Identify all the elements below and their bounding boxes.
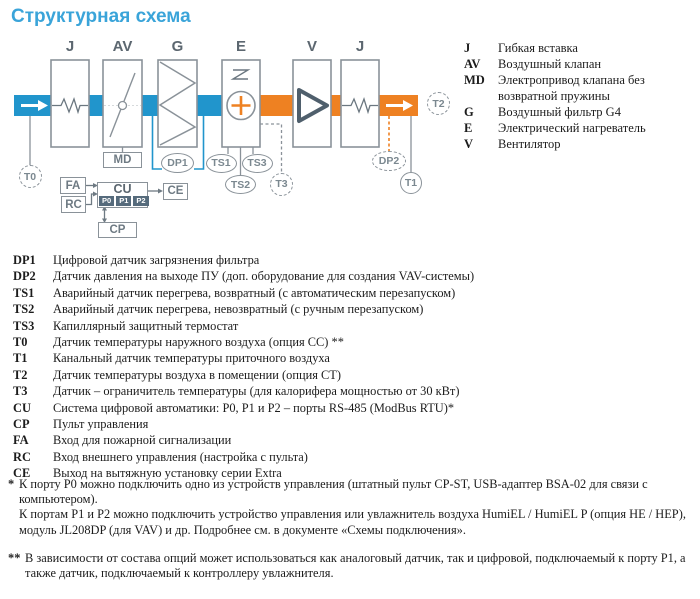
legend-row-j xyxy=(464,40,696,56)
sensor-ts2: TS2 xyxy=(225,175,256,194)
definition-row xyxy=(13,268,695,284)
def-abbr: CP xyxy=(13,417,30,432)
block-label-v: V xyxy=(306,38,317,55)
def-abbr: DP2 xyxy=(13,269,36,284)
def-desc: Выход на вытяжную установку серии Extra xyxy=(53,466,282,481)
def-abbr: CU xyxy=(13,400,31,415)
legend-desc: Гибкая вставка xyxy=(498,41,578,55)
block-flex-insert-1 xyxy=(51,60,89,147)
legend-desc: Воздушный фильтр G4 xyxy=(498,105,621,119)
def-desc: Канальный датчик температуры приточного воздуха xyxy=(53,351,330,366)
box-rc: RC xyxy=(61,196,86,213)
definition-row xyxy=(13,383,695,399)
legend xyxy=(464,40,696,152)
def-abbr: CE xyxy=(13,466,31,481)
legend-row-e xyxy=(464,120,696,136)
def-desc: Вход для пожарной сигнализации xyxy=(53,433,232,448)
def-desc: Аварийный датчик перегрева, возвратный (с автоматическим перезапуском) xyxy=(53,285,456,300)
footnote-1-text-2: К портам P1 и P2 можно подключить устройство управления или увлажнитель воздуха HumiEL / HumiEL P (опция HE / HEP), модуль JL208DP (для VAV) и др. Подробнее см. в документе «Схемы подключения». xyxy=(19,507,686,537)
def-abbr: TS3 xyxy=(13,318,35,333)
definition-row xyxy=(13,432,695,448)
def-abbr: RC xyxy=(13,449,31,464)
footnote-2-text: В зависимости от состава опций может использоваться как аналоговый датчик, так и цифровой, подключаемый к порту P1, а также датчик, подключаемый к контроллеру увлажнителя. xyxy=(25,550,686,581)
legend-row-av xyxy=(464,56,696,72)
definition-row xyxy=(13,400,695,416)
legend-row-g xyxy=(464,104,696,120)
block-flex-insert-2 xyxy=(341,60,379,147)
sensor-ts3: TS3 xyxy=(242,154,273,173)
sensor-t0: T0 xyxy=(19,165,42,188)
sensor-t1: T1 xyxy=(400,172,422,194)
box-fa: FA xyxy=(60,177,86,194)
page-title: Структурная схема xyxy=(11,6,191,27)
definition-row xyxy=(13,318,695,334)
def-desc: Датчик температуры воздуха в помещении (опция CT) xyxy=(53,367,341,382)
legend-desc: Электропривод клапана без возвратной пружины xyxy=(498,73,645,103)
sensor-ts1: TS1 xyxy=(206,154,237,173)
box-md: MD xyxy=(103,152,142,168)
def-desc: Датчик – ограничитель температуры (для калорифера мощностью от 30 кВт) xyxy=(53,384,460,399)
legend-abbr: MD xyxy=(464,73,485,87)
def-abbr: TS2 xyxy=(13,302,35,317)
def-abbr: TS1 xyxy=(13,285,35,300)
sensor-t2: T2 xyxy=(427,92,450,115)
def-desc: Система цифровой автоматики: P0, P1 и P2 – порты RS-485 (ModBus RTU)* xyxy=(53,400,455,415)
def-desc: Капиллярный защитный термостат xyxy=(53,318,239,333)
def-desc: Датчик давления на выходе ПУ (доп. оборудование для создания VAV-системы) xyxy=(53,269,475,284)
box-cu xyxy=(97,182,148,208)
definition-row xyxy=(13,285,695,301)
port-p2: P2 xyxy=(133,196,148,206)
def-abbr: FA xyxy=(13,433,29,448)
block-label-e: E xyxy=(235,38,246,55)
legend-desc: Электрический нагреватель xyxy=(498,121,646,135)
def-abbr: DP1 xyxy=(13,253,36,267)
def-desc: Аварийный датчик перегрева, невозвратный (с ручным перезапуском) xyxy=(53,302,424,317)
legend-desc: Воздушный клапан xyxy=(498,57,602,71)
def-desc: Датчик температуры наружного воздуха (опция CC) ** xyxy=(53,335,344,350)
port-p1: P1 xyxy=(116,196,131,206)
cu-ports xyxy=(99,196,149,206)
def-abbr: T0 xyxy=(13,335,28,350)
def-desc: Вход внешнего управления (настройка с пульта) xyxy=(53,449,308,464)
block-label-j2: J xyxy=(355,38,365,55)
port-p0: P0 xyxy=(99,196,114,206)
definitions-list xyxy=(13,252,695,482)
def-desc: Пульт управления xyxy=(53,417,149,432)
footnote-1-text-1: К порту P0 можно подключить одно из устройств управления (штатный пульт CP-ST, USB-адаптер BSA-02 для связи с компьютером). xyxy=(19,477,648,507)
footnote-2 xyxy=(8,551,686,581)
def-abbr: T3 xyxy=(13,384,28,399)
block-label-av: AV xyxy=(112,38,133,55)
legend-row-md xyxy=(464,72,696,104)
sensor-dp2: DP2 xyxy=(372,151,406,171)
legend-desc: Вентилятор xyxy=(498,137,561,151)
def-abbr: T2 xyxy=(13,367,28,382)
block-label-j1: J xyxy=(65,38,75,55)
legend-abbr: G xyxy=(464,105,474,119)
sensor-dp1: DP1 xyxy=(161,153,194,173)
legend-abbr: AV xyxy=(464,57,481,71)
sensor-t3: T3 xyxy=(270,173,293,196)
box-cp: CP xyxy=(98,222,137,238)
definition-row xyxy=(13,350,695,366)
cu-label: CU xyxy=(113,182,132,196)
def-abbr: T1 xyxy=(13,351,28,366)
legend-abbr: J xyxy=(464,41,471,55)
definition-row xyxy=(13,252,695,268)
legend-row-v xyxy=(464,136,696,152)
definition-row xyxy=(13,416,695,432)
block-label-g: G xyxy=(171,38,184,55)
footnote-2-marker: ** xyxy=(8,550,21,565)
box-ce: CE xyxy=(163,183,188,200)
definition-row xyxy=(13,367,695,383)
definition-row xyxy=(13,449,695,465)
footnote-1 xyxy=(8,477,686,538)
definition-row xyxy=(13,301,695,317)
damper-pivot-icon xyxy=(119,102,127,110)
legend-abbr: E xyxy=(464,121,473,135)
footnote-1-marker: * xyxy=(8,477,15,491)
def-desc: Цифровой датчик загрязнения фильтра xyxy=(53,253,260,267)
legend-abbr: V xyxy=(464,137,474,151)
footnotes xyxy=(8,477,686,581)
definition-row xyxy=(13,334,695,350)
